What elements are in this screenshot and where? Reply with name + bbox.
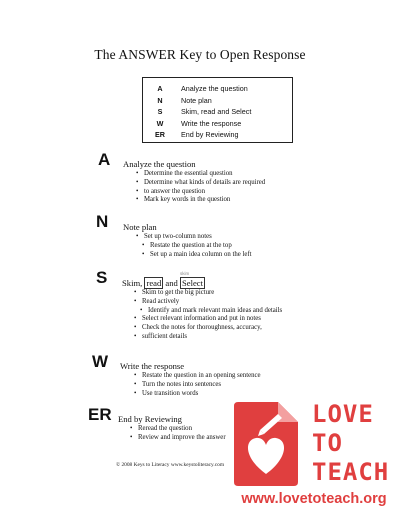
section-title: Note plan xyxy=(123,222,157,232)
key-row xyxy=(143,107,292,117)
bullet-item: • Use transition words xyxy=(134,390,364,399)
key-letter: W xyxy=(156,118,164,128)
key-text: End by Reviewing xyxy=(181,130,239,139)
bullet-item: • Select relevant information and put in notes xyxy=(134,315,364,324)
bullet-list xyxy=(134,372,364,398)
bullet-item: • Check the notes for thoroughness, accuracy, xyxy=(134,324,364,333)
key-row xyxy=(143,96,292,106)
bullet-item: • Determine the essential question xyxy=(136,170,356,179)
section-title: Analyze the question xyxy=(123,159,196,169)
logo-url: www.lovetoteach.org xyxy=(241,491,387,507)
key-text: Write the response xyxy=(181,118,242,128)
bullet-item: • Restate the question at the top xyxy=(142,242,356,251)
bullet-continuation xyxy=(136,188,356,197)
key-text: Analyze the question xyxy=(181,84,248,93)
key-letter: N xyxy=(157,95,163,105)
logo-text: TO xyxy=(312,429,343,457)
bullet-item: • Turn the notes into sentences xyxy=(134,381,364,390)
title-part: Skim, xyxy=(122,278,143,288)
copyright-footer: © 2008 Keys to Literacy www.keystoliteracy.com xyxy=(116,462,225,468)
key-text: Skim, read and Select xyxy=(181,107,252,116)
handwritten-annotation: skim xyxy=(180,271,190,276)
boxed-word-read: read xyxy=(146,278,162,288)
section-title xyxy=(122,278,205,288)
section-title: End by Reviewing xyxy=(118,414,182,424)
bullet-item: • Mark key words in the question xyxy=(136,196,356,205)
bullet-item: • Set up a main idea column on the left xyxy=(142,251,356,260)
bullet-item: • Reread the question xyxy=(130,425,270,434)
bullet-continuation xyxy=(134,333,364,342)
love-to-teach-logo xyxy=(230,398,398,516)
logo-text: TEACH xyxy=(312,458,390,486)
bullet-item: • Skim to get the big picture xyxy=(134,289,364,298)
bullet-list xyxy=(134,289,364,342)
bullet-item: • Identify and mark relevant main ideas and details xyxy=(140,307,364,316)
bullet-item: • Set up two-column notes xyxy=(136,233,356,242)
boxed-word-select: Select xyxy=(181,278,203,288)
bullet-item: • Read actively xyxy=(134,298,364,307)
key-text: Note plan xyxy=(181,95,212,105)
continuation-text: to answer the question xyxy=(144,187,205,195)
bullet-item: • Restate the question in an opening sentence xyxy=(134,372,364,381)
bullet-list xyxy=(136,170,356,205)
continuation-text: sufficient details xyxy=(142,332,187,340)
section-letter: S xyxy=(96,268,108,287)
document-heart-icon xyxy=(230,400,302,488)
section-title: Write the response xyxy=(120,361,185,371)
section-letter: N xyxy=(96,212,109,231)
logo-text: LOVE xyxy=(312,400,374,428)
bullet-item: • Review and improve the answer xyxy=(130,434,270,443)
section-letter: W xyxy=(92,352,109,371)
section-letter: ER xyxy=(88,405,112,424)
key-letter: S xyxy=(157,107,163,116)
key-letter: A xyxy=(157,84,163,93)
section-letter: A xyxy=(98,150,111,169)
key-row xyxy=(143,119,292,129)
page-title: The ANSWER Key to Open Response xyxy=(94,47,306,62)
title-part: and xyxy=(165,278,178,288)
bullet-item: • Determine what kinds of details are required xyxy=(136,179,356,188)
key-table xyxy=(142,77,293,143)
bullet-list xyxy=(136,233,356,259)
key-letter: ER xyxy=(155,130,165,139)
key-row xyxy=(143,130,292,140)
key-row xyxy=(143,84,292,94)
